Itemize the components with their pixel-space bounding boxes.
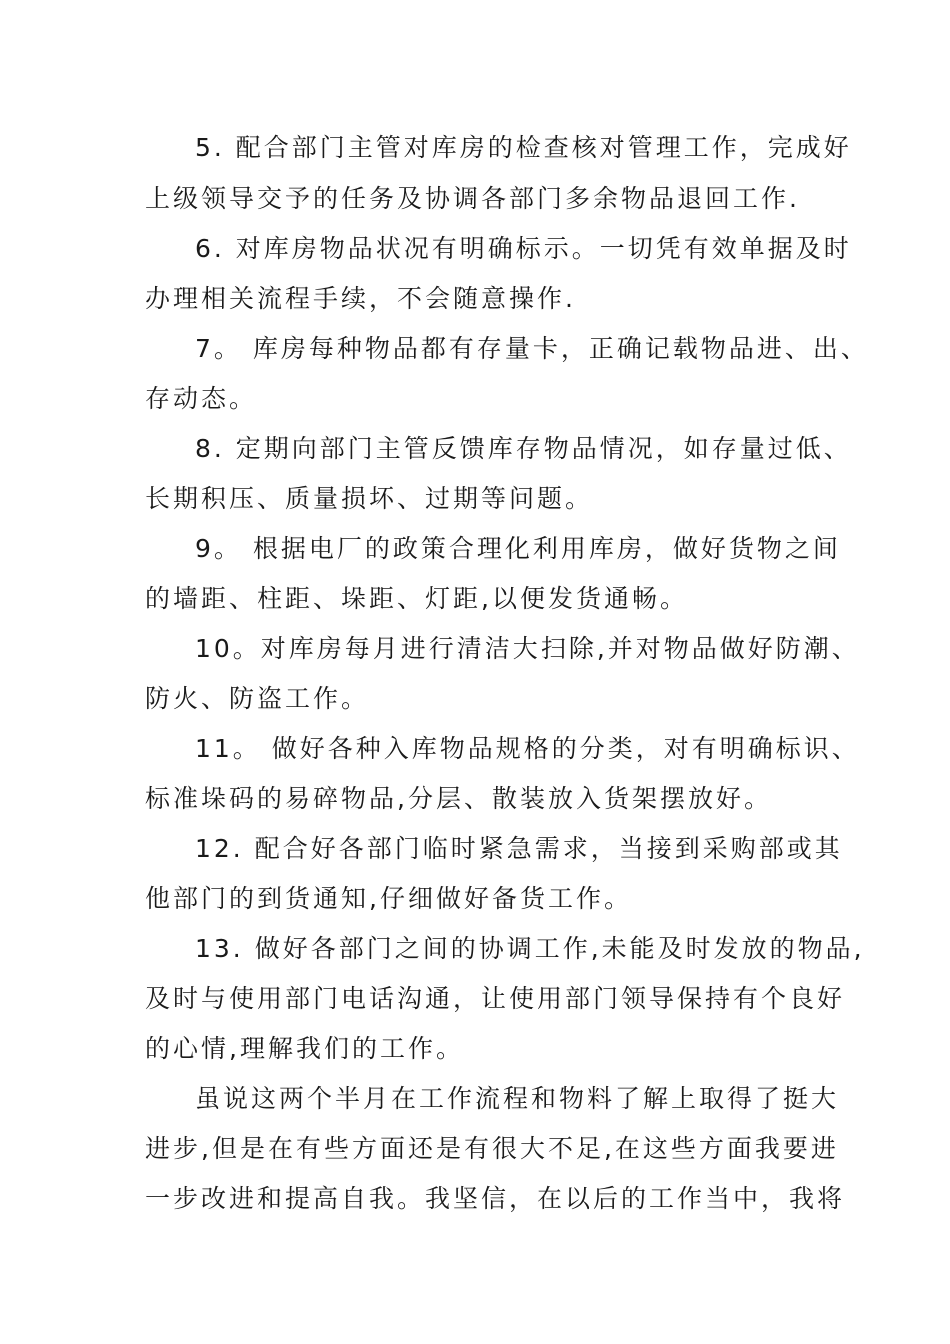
text-line: 13. 做好各部门之间的协调工作,未能及时发放的物品, <box>195 934 865 963</box>
text-line: 及时与使用部门电话沟通，让使用部门领导保持有个良好 <box>145 984 846 1013</box>
text-line: 标准垛码的易碎物品,分层、散装放入货架摆放好。 <box>145 784 772 813</box>
text-line: 防火、防盗工作。 <box>145 684 370 713</box>
text-line: 他部门的到货通知,仔细做好备货工作。 <box>145 884 632 913</box>
text-line: 11。 做好各种入库物品规格的分类，对有明确标识、 <box>195 734 860 763</box>
text-line: 12. 配合好各部门临时紧急需求，当接到采购部或其 <box>195 834 843 863</box>
text-line: 7。 库房每种物品都有存量卡，正确记载物品进、出、 <box>195 334 869 363</box>
text-line: 的墙距、柱距、垛距、灯距,以便发货通畅。 <box>145 584 688 613</box>
text-line: 进步,但是在有些方面还是有很大不足,在这些方面我要进 <box>145 1134 839 1163</box>
text-line: 8. 定期向部门主管反馈库存物品情况，如存量过低、 <box>195 434 852 463</box>
text-line: 10。对库房每月进行清洁大扫除,并对物品做好防潮、 <box>195 634 860 663</box>
text-line: 5. 配合部门主管对库房的检查核对管理工作，完成好 <box>195 133 852 162</box>
text-line: 的心情,理解我们的工作。 <box>145 1034 464 1063</box>
text-line: 办理相关流程手续，不会随意操作. <box>145 284 576 313</box>
text-line: 9。 根据电厂的政策合理化利用库房，做好货物之间 <box>195 534 841 563</box>
text-line: 6. 对库房物品状况有明确标示。一切凭有效单据及时 <box>195 234 852 263</box>
text-line: 长期积压、质量损坏、过期等问题。 <box>145 484 594 513</box>
text-line: 虽说这两个半月在工作流程和物料了解上取得了挺大 <box>195 1084 840 1113</box>
text-line: 上级领导交予的任务及协调各部门多余物品退回工作. <box>145 184 800 213</box>
text-line: 存动态。 <box>145 384 258 413</box>
text-line: 一步改进和提高自我。我坚信，在以后的工作当中，我将 <box>145 1184 846 1213</box>
